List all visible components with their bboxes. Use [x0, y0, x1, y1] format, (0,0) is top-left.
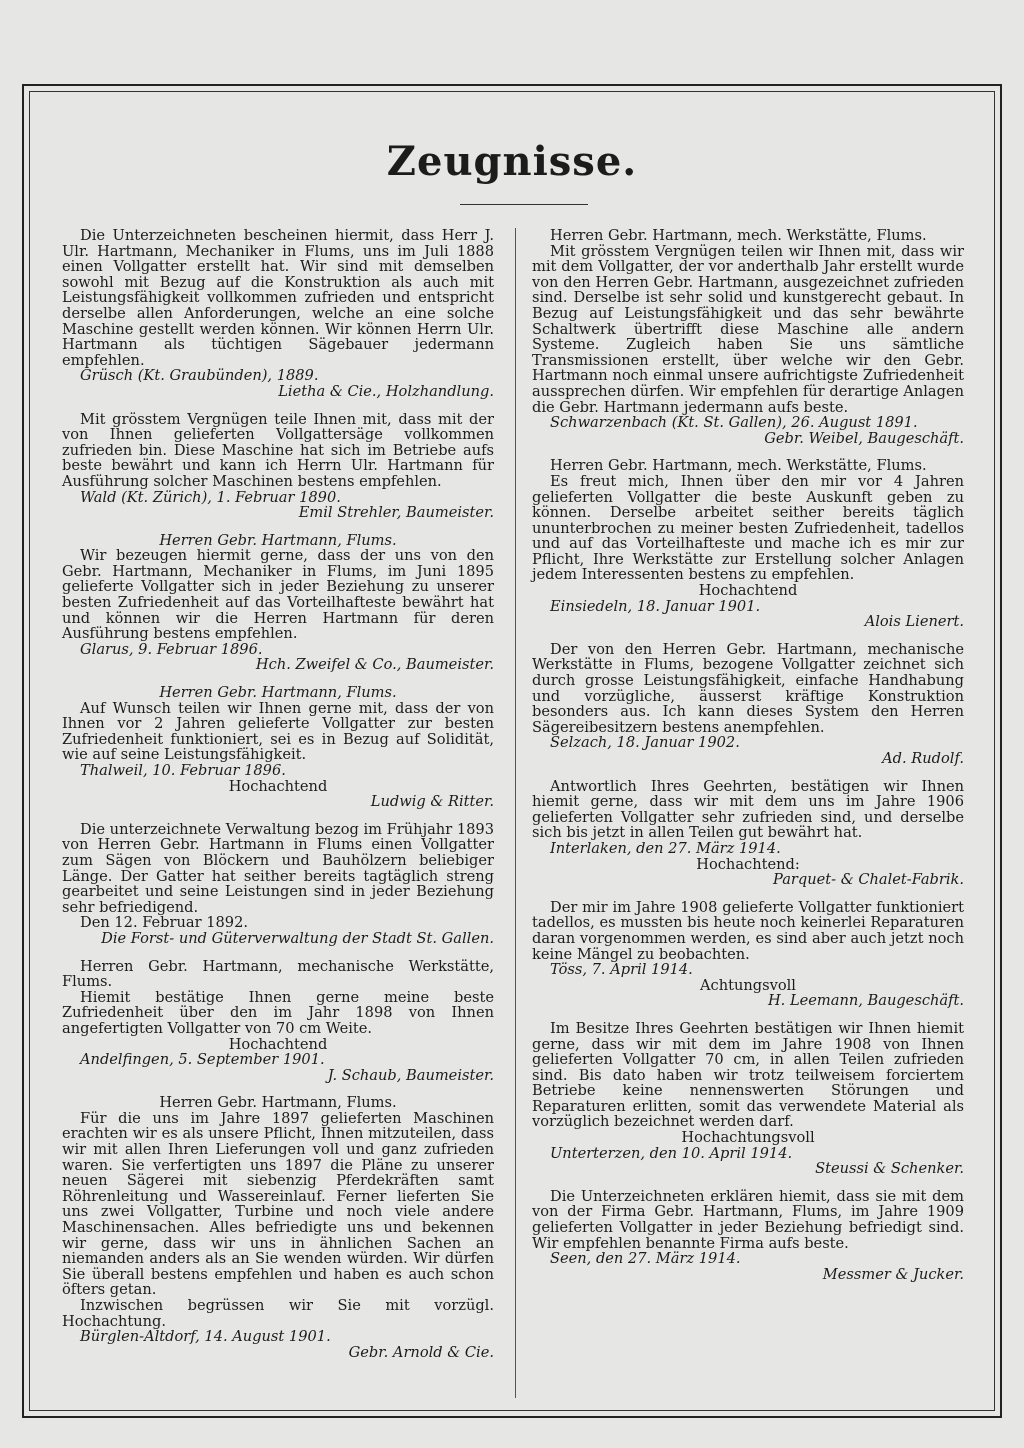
testimonial	[62, 533, 494, 673]
testimonial-body: Auf Wunsch teilen wir Ihnen gerne mit, dass der von Ihnen vor 2 Jahren gelieferte Vollgatter zur besten Zufriedenheit funktioniert, sei es in Bezug auf Solidität, wie auf seine Leistungsfähigkeit.	[62, 699, 494, 764]
right-column	[532, 228, 964, 1294]
testimonial-salutation: Herren Gebr. Hartmann, mech. Werkstätte, Flums.	[550, 457, 927, 475]
testimonial-place-date: Unterterzen, den 10. April 1914.	[550, 1144, 793, 1162]
testimonial	[62, 822, 494, 947]
testimonial-place-date: Seen, den 27. März 1914.	[550, 1250, 741, 1268]
testimonial-body: Für die uns im Jahre 1897 gelieferten Maschinen erachten wir es als unsere Pflicht, Ihnen mitzuteilen, dass wir mit allen Ihren Lieferungen voll und ganz zufrieden waren. Sie verfertigten uns 1897 die Pläne zu unserer neuen Sägerei mit siebenzig Pferdekräften samt Röhrenleitung und Wassereinlauf. Ferner lieferten Sie uns zwei Vollgatter, Turbine und noch viele andere Maschinensachen. Alles befriedigte uns und bekennen wir gerne, dass wir uns in ähnlichen Sachen an niemanden anders als an Sie wenden würden. Wir dürfen Sie überall bestens empfehlen und haben es auch schon öfters getan.	[62, 1109, 494, 1299]
column-divider	[515, 228, 516, 1398]
testimonial-place-date: Interlaken, den 27. März 1914.	[550, 839, 781, 857]
testimonial-signature: Messmer & Jucker.	[822, 1265, 964, 1283]
testimonial-signature: H. Leemann, Baugeschäft.	[767, 992, 964, 1010]
left-column	[62, 228, 494, 1372]
testimonial-body: Die Unterzeichneten erklären hiemit, dass sie mit dem von der Firma Gebr. Hartmann, Flums, im Jahre 1909 gelieferten Vollgatter in jeder Beziehung befriedigt sind. Wir empfehlen benannte Firma aufs beste.	[532, 1187, 964, 1252]
testimonial	[62, 959, 494, 1084]
testimonial-signature: Alois Lienert.	[864, 613, 964, 631]
testimonial-signature: Emil Strehler, Baumeister.	[298, 504, 494, 522]
testimonial-body: Es freut mich, Ihnen über den mir vor 4 Jahren gelieferten Vollgatter die beste Auskunft geben zu können. Derselbe arbeitet seither bereits täglich ununterbrochen zu meiner besten Zufriedenheit, tadellos und auf das Vorteilhafteste und mache ich es mir zur Pflicht, Ihre Werkstätte zur Erstellung solcher Anlagen jedem Interessenten bestens zu empfehlen.	[532, 472, 964, 584]
testimonial-salutation: Herren Gebr. Hartmann, mech. Werkstätte, Flums.	[550, 227, 927, 244]
testimonial-body-continued: Inzwischen begrüssen wir Sie mit vorzügl. Hochachtung.	[62, 1297, 494, 1330]
testimonial-salutation: Herren Gebr. Hartmann, mechanische Werkstätte, Flums.	[62, 957, 494, 991]
testimonial	[532, 458, 964, 630]
testimonial-closing: Hochachtend	[228, 1035, 328, 1053]
testimonial-place-date: Andelfingen, 5. September 1901.	[80, 1051, 325, 1069]
testimonial-body: Mit grösstem Vergnügen teilen wir Ihnen mit, dass wir mit dem Vollgatter, der vor anderthalb Jahr erstellt wurde von den Herren Gebr. Hartmann, ausgezeichnet zufrieden sind. Derselbe ist sehr solid und kunstgerecht gebaut. In Bezug auf Leistungsfähigkeit und das sehr bewährte Schaltwerk übertrifft diese Maschine alle andern Systeme. Zugleich haben Sie uns sämtliche Transmissionen erstellt, über welche wir den Gebr. Hartmann noch einmal unsere aufrichtigste Zufriedenheit aussprechen dürfen. Wir empfehlen für derartige Anlagen die Gebr. Hartmann jedermann aufs beste.	[532, 242, 964, 416]
testimonial	[62, 228, 494, 400]
testimonial-body: Antwortlich Ihres Geehrten, bestätigen wir Ihnen hiemit gerne, dass wir mit dem uns im Jahre 1906 gelieferten Vollgatter sehr zufrieden sind, und derselbe sich bis jetzt in allen Teilen gut bewährt hat.	[532, 777, 964, 842]
testimonial-place-date: Thalweil, 10. Februar 1896.	[80, 762, 286, 779]
testimonial	[62, 685, 494, 810]
testimonial-closing: Hochachtend	[228, 777, 328, 795]
testimonial-closing: Achtungsvoll	[700, 976, 796, 994]
testimonial-body: Die unterzeichnete Verwaltung bezog im Frühjahr 1893 von Herren Gebr. Hartmann in Flums einen Vollgatter zum Sägen von Blöckern und Bauhölzern beliebiger Länge. Der Gatter hat seither bereits tagtäglich streng gearbeitet und seine Leistungen sind in jeder Beziehung sehr befriedigend.	[62, 820, 494, 916]
testimonial-place-date: Töss, 7. April 1914.	[550, 961, 693, 979]
testimonial-signature: Ad. Rudolf.	[882, 750, 964, 767]
testimonial	[62, 412, 494, 521]
testimonial	[532, 1021, 964, 1177]
testimonial-body: Im Besitze Ihres Geehrten bestätigen wir Ihnen hiemit gerne, dass wir mit dem im Jahre 1908 von Ihnen gelieferten Vollgatter 70 cm, in allen Teilen zufrieden sind. Bis dato haben wir trotz teilweisem forciertem Betriebe keine nennenswerten Störungen und Reparaturen erlitten, somit das verwendete Material als vorzüglich bezeichnet werden darf.	[532, 1019, 964, 1131]
testimonial-body: Der mir im Jahre 1908 gelieferte Vollgatter funktioniert tadellos, es mussten bis heute noch keinerlei Reparaturen daran vorgenommen werden, es sind aber auch jetzt noch keine Mängel zu beobachten.	[532, 898, 964, 963]
testimonial-signature: Ludwig & Ritter.	[370, 793, 494, 811]
testimonial-closing: Hochachtungsvoll	[681, 1129, 815, 1147]
testimonial-closing: Hochachtend	[698, 582, 798, 600]
testimonial-place-date: Bürglen-Altdorf, 14. August 1901.	[80, 1328, 331, 1346]
testimonial-signature: Gebr. Arnold & Cie.	[348, 1343, 494, 1361]
testimonial-salutation: Herren Gebr. Hartmann, Flums.	[159, 531, 397, 549]
testimonial-signature: Gebr. Weibel, Baugeschäft.	[764, 429, 964, 447]
testimonial-closing: Hochachtend:	[696, 855, 800, 873]
testimonial-place-date: Einsiedeln, 18. Januar 1901.	[550, 597, 761, 615]
testimonial-place-date: Glarus, 9. Februar 1896.	[80, 640, 263, 658]
testimonial-place-date: Den 12. Februar 1892.	[80, 914, 248, 932]
testimonial	[62, 1095, 494, 1360]
testimonial-place-date: Schwarzenbach (Kt. St. Gallen), 26. August 1891.	[550, 414, 918, 432]
testimonial	[532, 228, 964, 446]
testimonial-place-date: Wald (Kt. Zürich), 1. Februar 1890.	[80, 488, 341, 506]
testimonial-salutation: Herren Gebr. Hartmann, Flums.	[159, 684, 397, 702]
testimonial-body: Der von den Herren Gebr. Hartmann, mechanische Werkstätte in Flums, bezogene Vollgatter zeichnet sich durch grosse Leistungsfähigkeit, einfache Handhabung und vorzügliche, äusserst kräftige Konstruktion besonders aus. Ich kann dieses System den Herren Sägereibesitzern bestens anempfehlen.	[532, 640, 964, 736]
testimonial-place-date: Grüsch (Kt. Graubünden), 1889.	[80, 367, 319, 385]
testimonial-signature: Steussi & Schenker.	[815, 1160, 964, 1178]
testimonial	[532, 900, 964, 1009]
testimonial-signature: J. Schaub, Baumeister.	[327, 1066, 494, 1084]
title-rule	[460, 204, 588, 205]
testimonial-signature: Hch. Zweifel & Co., Baumeister.	[255, 656, 494, 674]
testimonial-body: Mit grösstem Vergnügen teile Ihnen mit, dass mit der von Ihnen gelieferten Vollgattersäge vollkommen zufrieden bin. Diese Maschine hat sich im Betriebe aufs beste bewährt und kann ich Herrn Ulr. Hartmann für Ausführung solcher Maschinen bestens empfehlen.	[62, 410, 494, 490]
testimonial-signature: Parquet- & Chalet-Fabrik.	[773, 871, 964, 889]
testimonial-body: Hiemit bestätige Ihnen gerne meine beste Zufriedenheit über den im Jahr 1898 von Ihnen angefertigten Vollgatter von 70 cm Weite.	[62, 988, 494, 1037]
testimonial	[532, 779, 964, 888]
testimonial	[532, 1189, 964, 1283]
testimonial-place-date: Selzach, 18. Januar 1902.	[550, 734, 740, 752]
testimonial	[532, 642, 964, 767]
testimonial-signature: Lietha & Cie., Holzhandlung.	[278, 382, 494, 400]
page-border	[22, 84, 1002, 1418]
page-title: Zeugnisse.	[386, 138, 638, 185]
testimonial-salutation: Herren Gebr. Hartmann, Flums.	[159, 1094, 397, 1112]
testimonial-body: Wir bezeugen hiermit gerne, dass der uns von den Gebr. Hartmann, Mechaniker in Flums, im Juni 1895 gelieferte Vollgatter sich in jeder Beziehung zu unserer besten Zufriedenheit auf das Vorteilhafteste bewährt hat und können wir die Herren Hartmann für deren Ausführung bestens empfehlen.	[62, 547, 494, 643]
testimonial-body: Die Unterzeichneten bescheinen hiermit, dass Herr J. Ulr. Hartmann, Mechaniker in Flums, uns im Juli 1888 einen Vollgatter erstellt hat. Wir sind mit demselben sowohl mit Bezug auf die Konstruktion als auch mit Leistungsfähigkeit vollkommen zufrieden und entspricht derselbe allen Anforderungen, welche an eine solche Maschine gestellt werden können. Wir können Herrn Ulr. Hartmann als tüchtigen Sägebauer jedermann empfehlen.	[62, 227, 494, 369]
testimonial-signature: Die Forst- und Güterverwaltung der Stadt St. Gallen.	[101, 929, 494, 947]
